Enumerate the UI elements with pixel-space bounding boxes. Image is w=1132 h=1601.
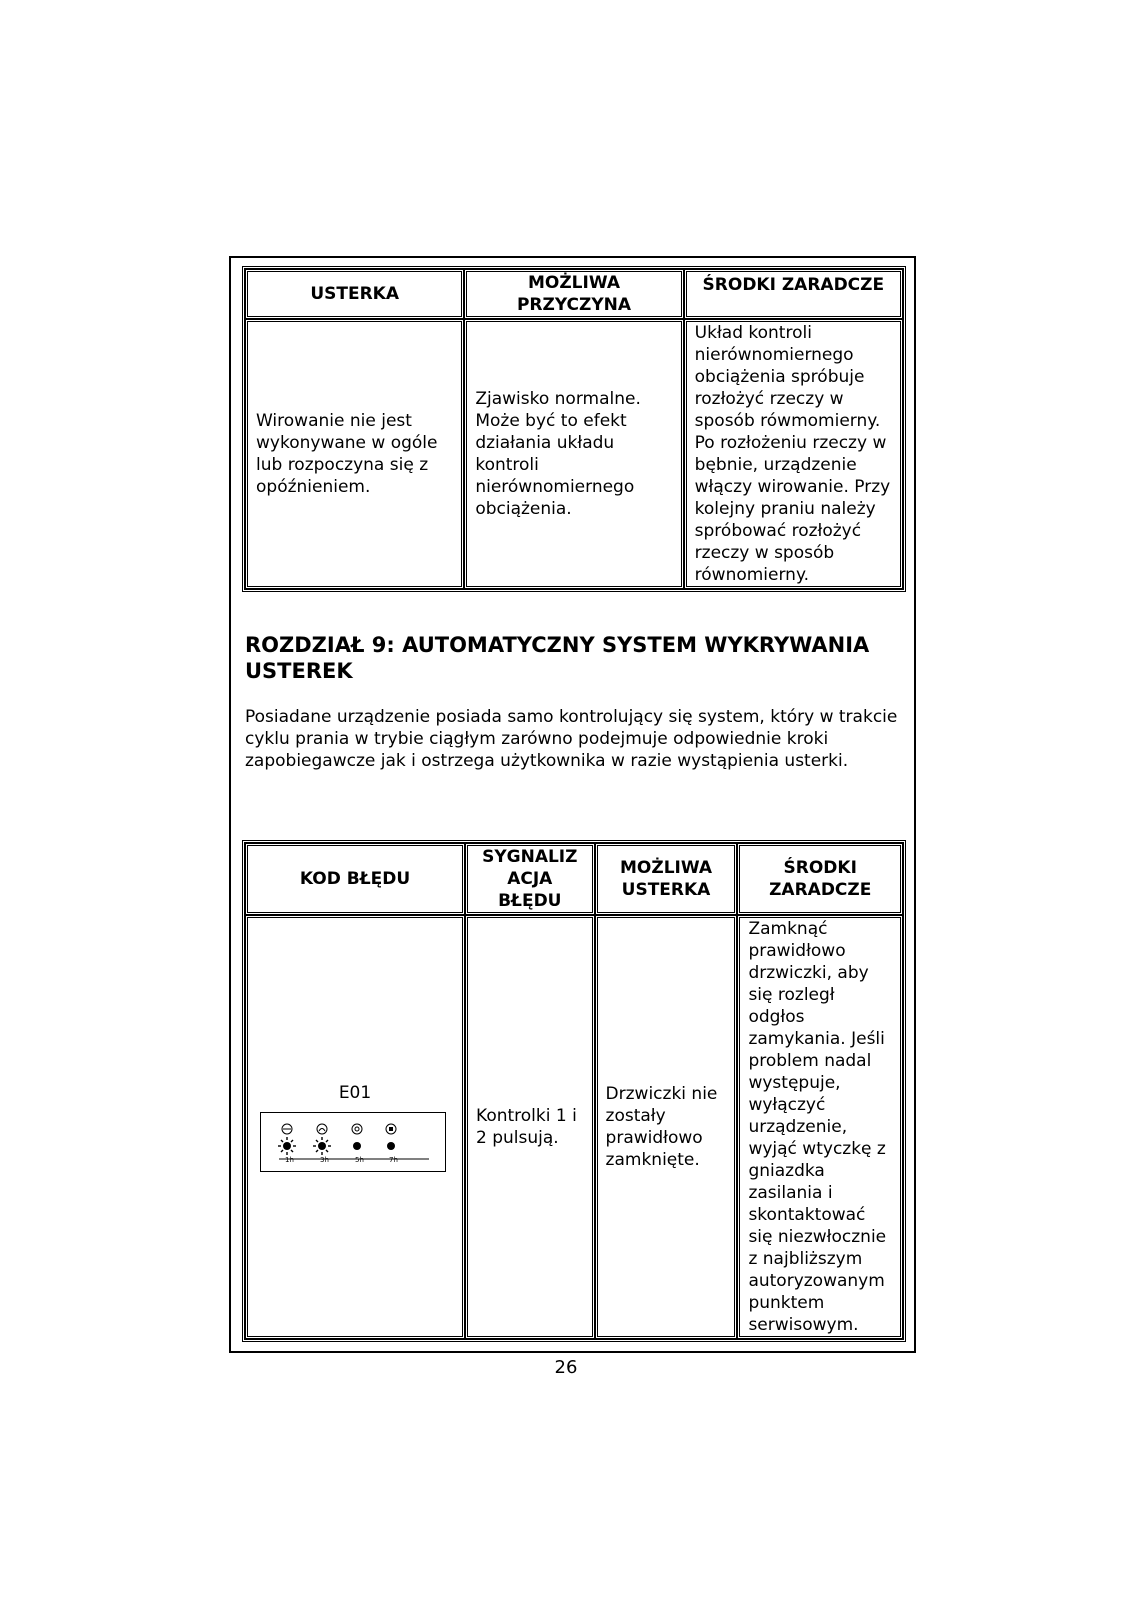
light-3-on [353,1142,361,1150]
error-code-table [242,840,906,1342]
header-mozliwa-przyczyna: MOŻLIWA PRZYCZYNA [464,269,683,319]
error-code: E01 [338,1083,372,1103]
label-5h: 5h [355,1156,364,1164]
section-heading: ROZDZIAŁ 9: AUTOMATYCZNY SYSTEM WYKRYWANIA USTEREK [245,633,870,683]
page-number: 26 [554,1357,578,1378]
header-kod-bledu: KOD BŁĘDU [245,843,465,915]
light-2-blinking [313,1137,331,1155]
header-mozliwa-usterka: MOŻLIWA USTERKA [595,843,738,915]
stop-icon [386,1124,396,1134]
light-1-blinking [278,1137,296,1155]
header-usterka: USTERKA [245,269,464,319]
label-7h: 7h [389,1156,398,1164]
header-srodki-zaradcze: ŚRODKI ZARADCZE [684,269,903,319]
indicator-panel [260,1112,446,1172]
cell-srodki: Układ kontroli nierównomiernego obciążenia spróbuje rozłożyć rzeczy w sposób rówmomierny. Po rozłożeniu rzeczy w bębnie, urządzenie włączy wirowanie. Przy kolejny praniu należy spróbować rozłożyć rzeczy w sposób równomierny. [684,319,903,589]
cell-sygnalizacja: Kontrolki 1 i 2 pulsują. [465,915,595,1339]
wash-icon [282,1124,292,1134]
cell-kod [245,915,465,1339]
cell-usterka: Wirowanie nie jest wykonywane w ogóle lub rozpoczyna się z opóźnieniem. [245,319,464,589]
spin-icon [352,1124,362,1134]
cell-usterka-2: Drzwiczki nie zostały prawidłowo zamknięte. [595,915,738,1339]
cell-srodki-2: Zamknąć prawidłowo drzwiczki, aby się rozległ odgłos zamykania. Jeśli problem nadal występuje, wyłączyć urządzenie, wyjąć wtyczkę z gniazdka zasilania i skontaktować się niezwłocznie z najbliższym autoryzowanym punktem serwisowym. [737,915,903,1339]
indicator-panel-svg [261,1113,445,1171]
cell-przyczyna: Zjawisko normalne. Może być to efekt działania układu kontroli nierównomiernego obciążenia. [464,319,683,589]
troubleshooting-table [242,266,906,592]
rinse-icon [317,1124,327,1134]
label-3h: 3h [320,1156,329,1164]
light-4-on [387,1142,395,1150]
label-1h: 1h [285,1156,294,1164]
header-srodki-zaradcze-2: ŚRODKI ZARADCZE [737,843,903,915]
section-paragraph: Posiadane urządzenie posiada samo kontrolujący się system, który w trakcie cyklu prania w trybie ciągłym zarówno podejmuje odpowiednie kroki zapobiegawcze jak i ostrzega użytkownika w razie wystąpienia usterki. [245,707,898,771]
header-sygnalizacja: SYGNALIZ ACJA BŁĘDU [465,843,595,915]
